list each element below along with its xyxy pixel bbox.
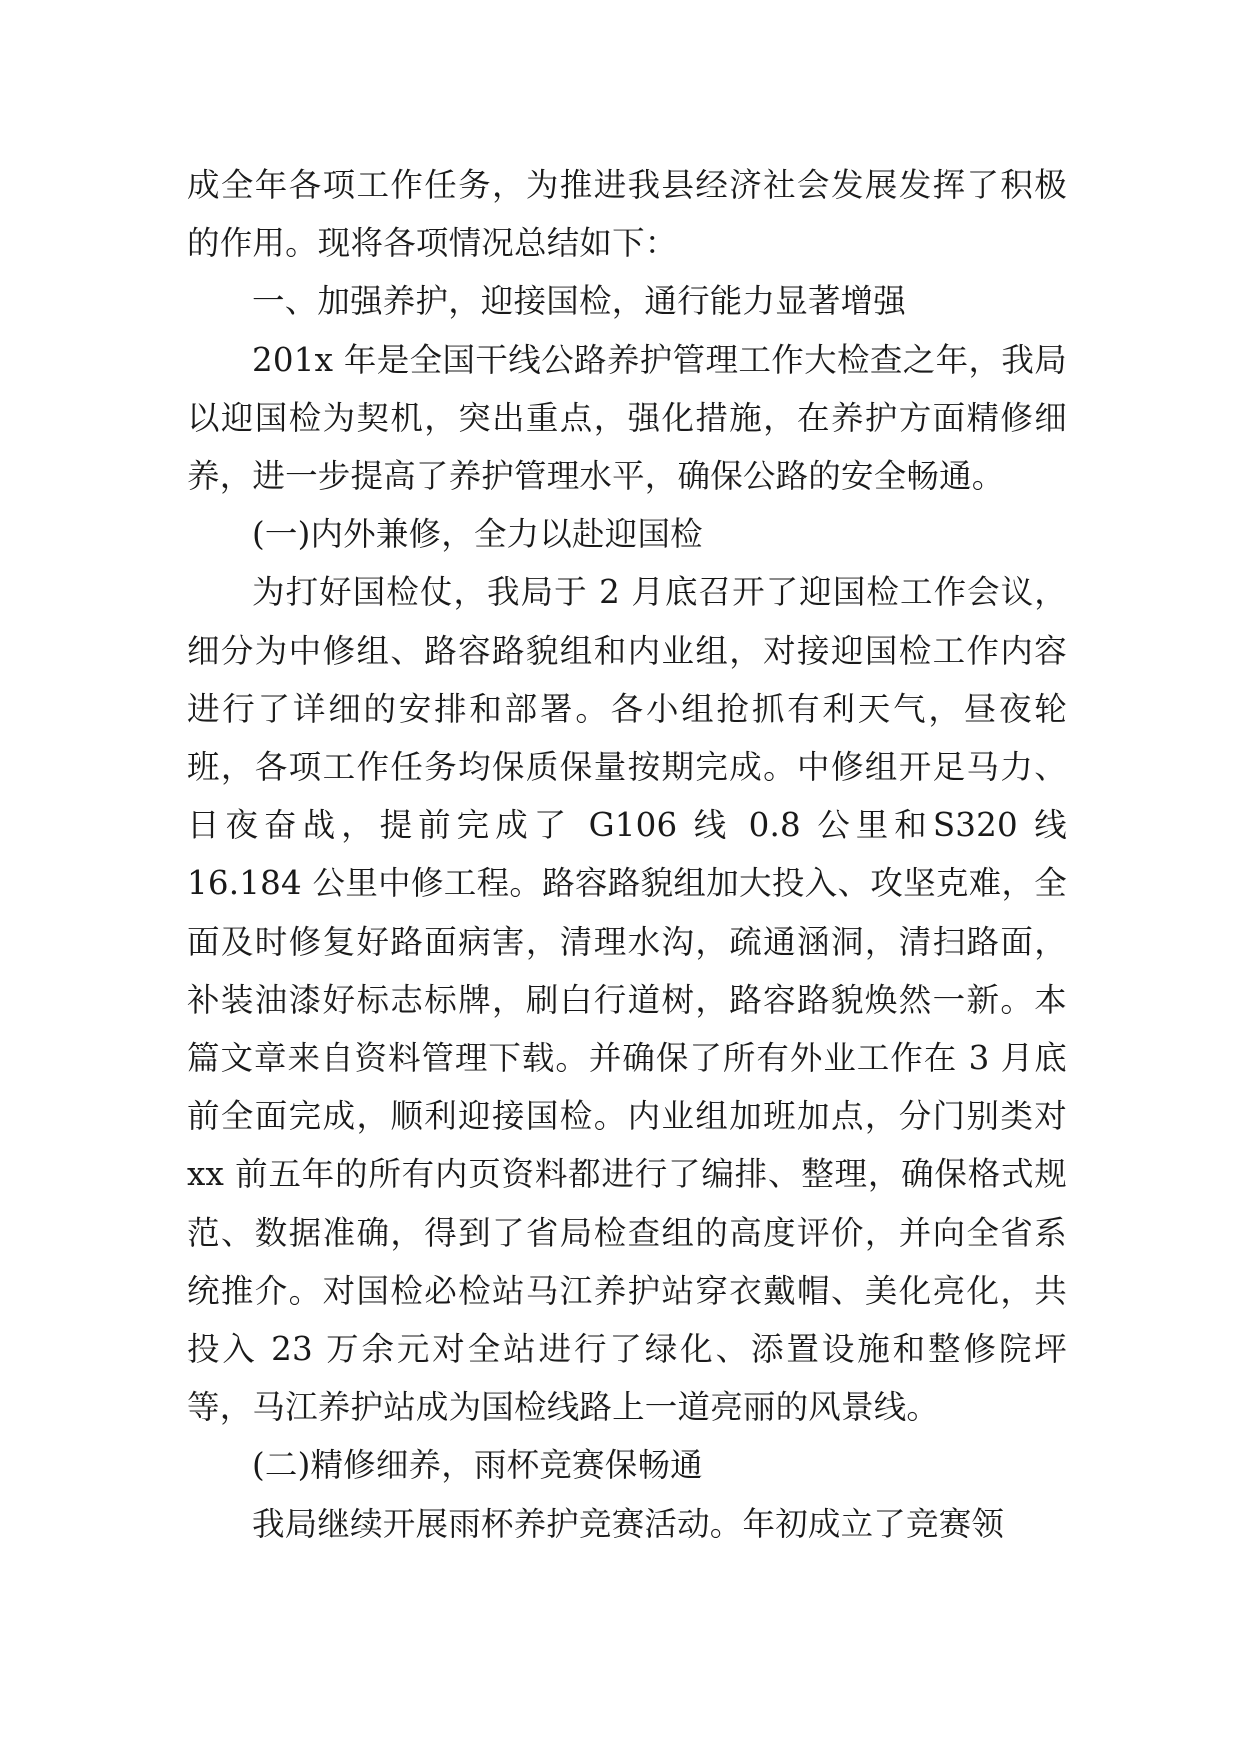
subsection-heading-1: (一)内外兼修，全力以赴迎国检 <box>252 515 703 554</box>
document-body <box>187 156 1067 1553</box>
paragraph-rain-cup-competition: 我局继续开展雨杯养护竞赛活动。年初成立了竞赛领 <box>252 1504 1005 1543</box>
subsection-heading-2: (二)精修细养，雨杯竞赛保畅通 <box>252 1446 703 1485</box>
section-heading-1: 一、加强养护，迎接国检，通行能力显著增强 <box>252 282 907 321</box>
paragraph-national-inspection: 为打好国检仗，我局于 2 月底召开了迎国检工作会议，细分为中修组、路容路貌组和内业组，对接迎国检工作内容进行了详细的安排和部署。各小组抢抓有利天气，昼夜轮班，各项工作任务均保质保量按期完成。中修组开足马力、日夜奋战，提前完成了 G106 线 0.8 公里和S320 线 16.184 公里中修工程。路容路貌组加大投入、攻坚克难，全面及时修复好路面病害，清理水沟，疏通涵洞，清扫路面，补装油漆好标志标牌，刷白行道树，路容路貌焕然一新。本篇文章来自资料管理下载。并确保了所有外业工作在 3 月底前全面完成，顺利迎接国检。内业组加班加点，分门别类对 xx 前五年的所有内页资料都进行了编排、整理，确保格式规范、数据准确，得到了省局检查组的高度评价，并向全省系统推介。对国检必检站马江养护站穿衣戴帽、美化亮化，共投入 23 万余元对全站进行了绿化、添置设施和整修院坪等，马江养护站成为国检线路上一道亮丽的风景线。 <box>187 573 1067 1427</box>
paragraph-intro-continuation: 成全年各项工作任务，为推进我县经济社会发展发挥了积极的作用。现将各项情况总结如下： <box>187 166 1067 263</box>
paragraph-section-1-overview: 201x 年是全国干线公路养护管理工作大检查之年，我局以迎国检为契机，突出重点，强化措施，在养护方面精修细养，进一步提高了养护管理水平，确保公路的安全畅通。 <box>187 340 1067 496</box>
